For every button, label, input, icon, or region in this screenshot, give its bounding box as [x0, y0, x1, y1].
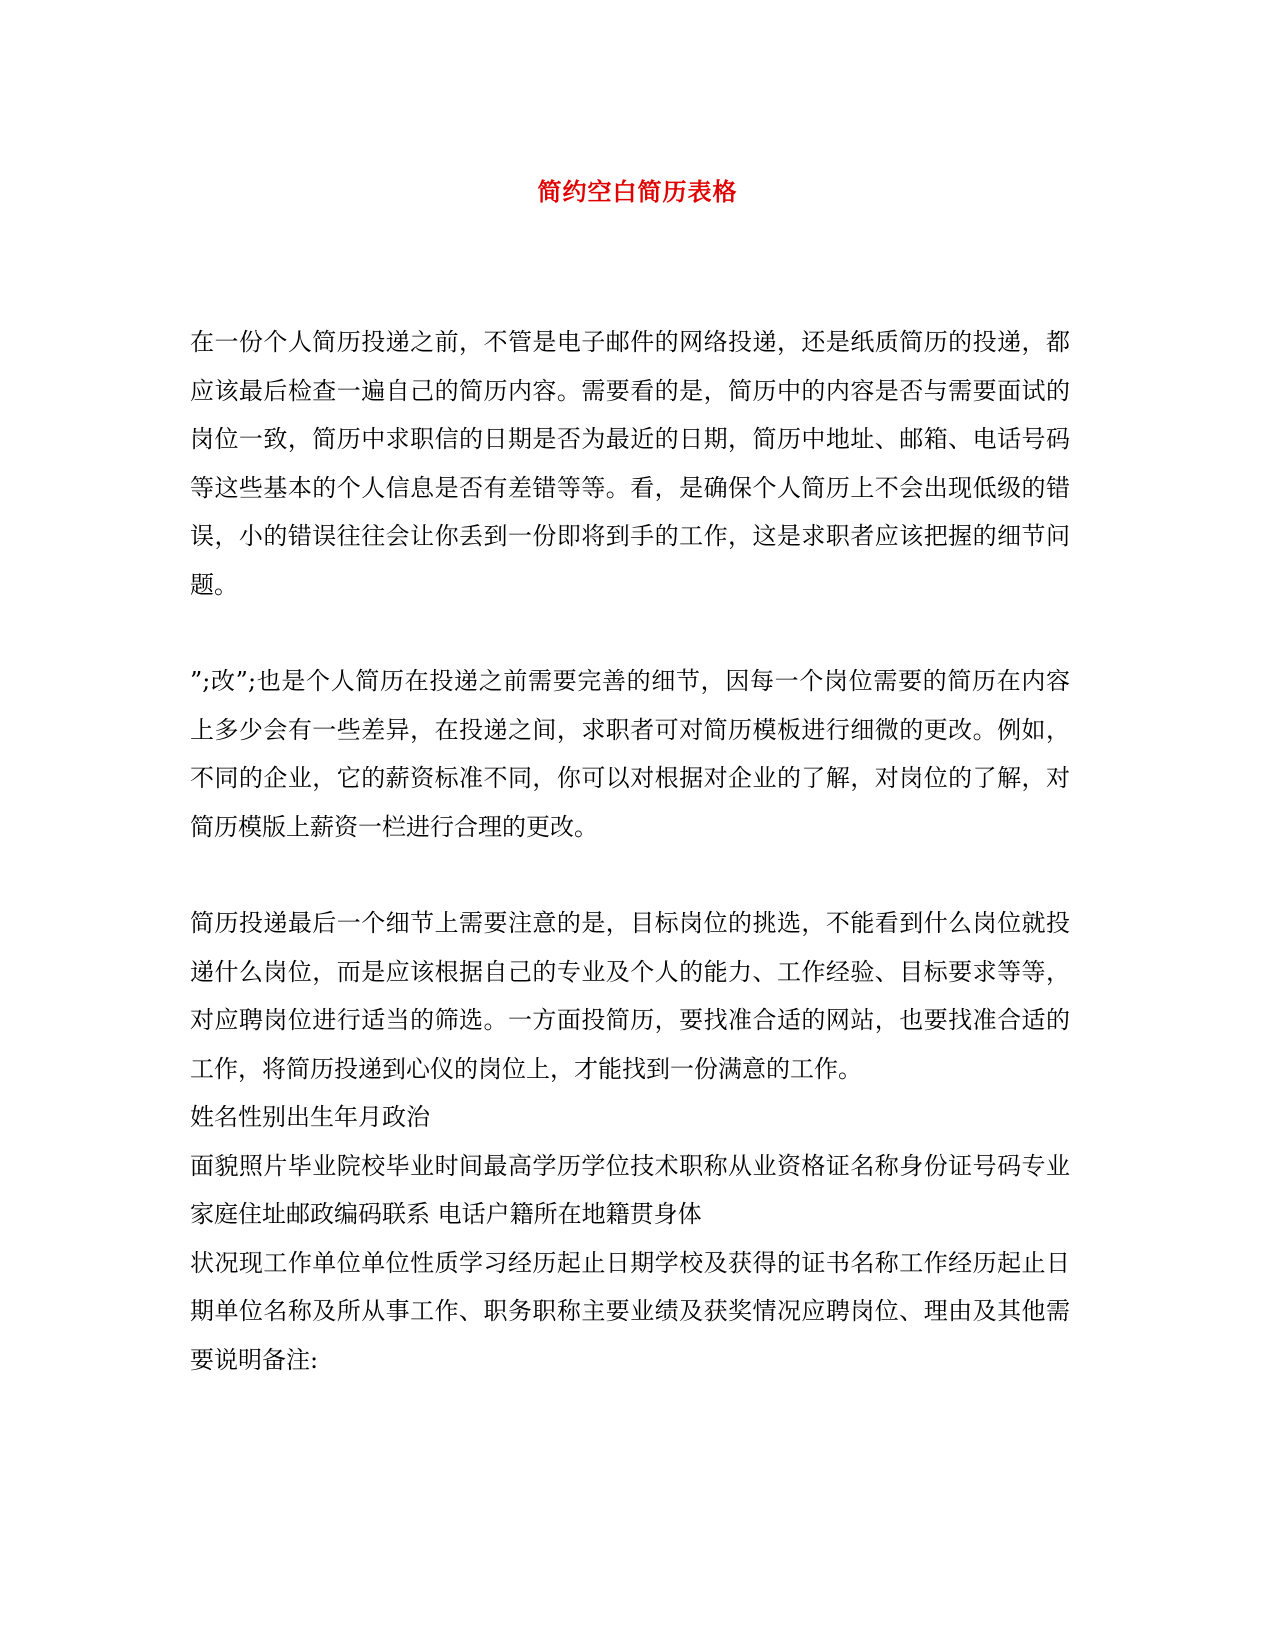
paragraph-revise-resume: ”;改”;也是个人简历在投递之前需要完善的细节，因每一个岗位需要的简历在内容上多少会有一些差异，在投递之间，求职者可对简历模板进行细微的更改。例如，不同的企业，它的薪资标准不同，你可以对根据对企业的了解，对岗位的了解，对简历模版上薪资一栏进行合理的更改。 — [190, 667, 1070, 841]
document-title: 简约空白简历表格 — [537, 177, 738, 206]
paragraph-select-position: 简历投递最后一个细节上需要注意的是，目标岗位的挑选，不能看到什么岗位就投递什么岗位，而是应该根据自己的专业及个人的能力、工作经验、目标要求等等，对应聘岗位进行适当的筛选。一方面投简历，要找准合适的网站，也要找准合适的工作，将简历投递到心仪的岗位上，才能找到一份满意的工作。 — [190, 909, 1070, 1083]
form-line-personal-details: 面貌照片毕业院校毕业时间最高学历学位技术职称从业资格证名称身份证号码专业家庭住址邮政编码联系 电话户籍所在地籍贯身体 — [190, 1151, 1070, 1228]
document-body — [190, 318, 1070, 1384]
form-line-work-history: 状况现工作单位单位性质学习经历起止日期学校及获得的证书名称工作经历起止日期单位名称及所从事工作、职务职称主要业绩及获奖情况应聘岗位、理由及其他需要说明备注: — [190, 1248, 1070, 1374]
form-line-basic-info: 姓名性别出生年月政治 — [190, 1103, 430, 1131]
paragraph-check-resume: 在一份个人简历投递之前，不管是电子邮件的网络投递，还是纸质简历的投递，都应该最后检查一遍自己的简历内容。需要看的是，简历中的内容是否与需要面试的岗位一致，简历中求职信的日期是否为最近的日期，简历中地址、邮箱、电话号码等这些基本的个人信息是否有差错等等。看，是确保个人简历上不会出现低级的错误，小的错误往往会让你丢到一份即将到手的工作，这是求职者应该把握的细节问题。 — [190, 328, 1070, 599]
